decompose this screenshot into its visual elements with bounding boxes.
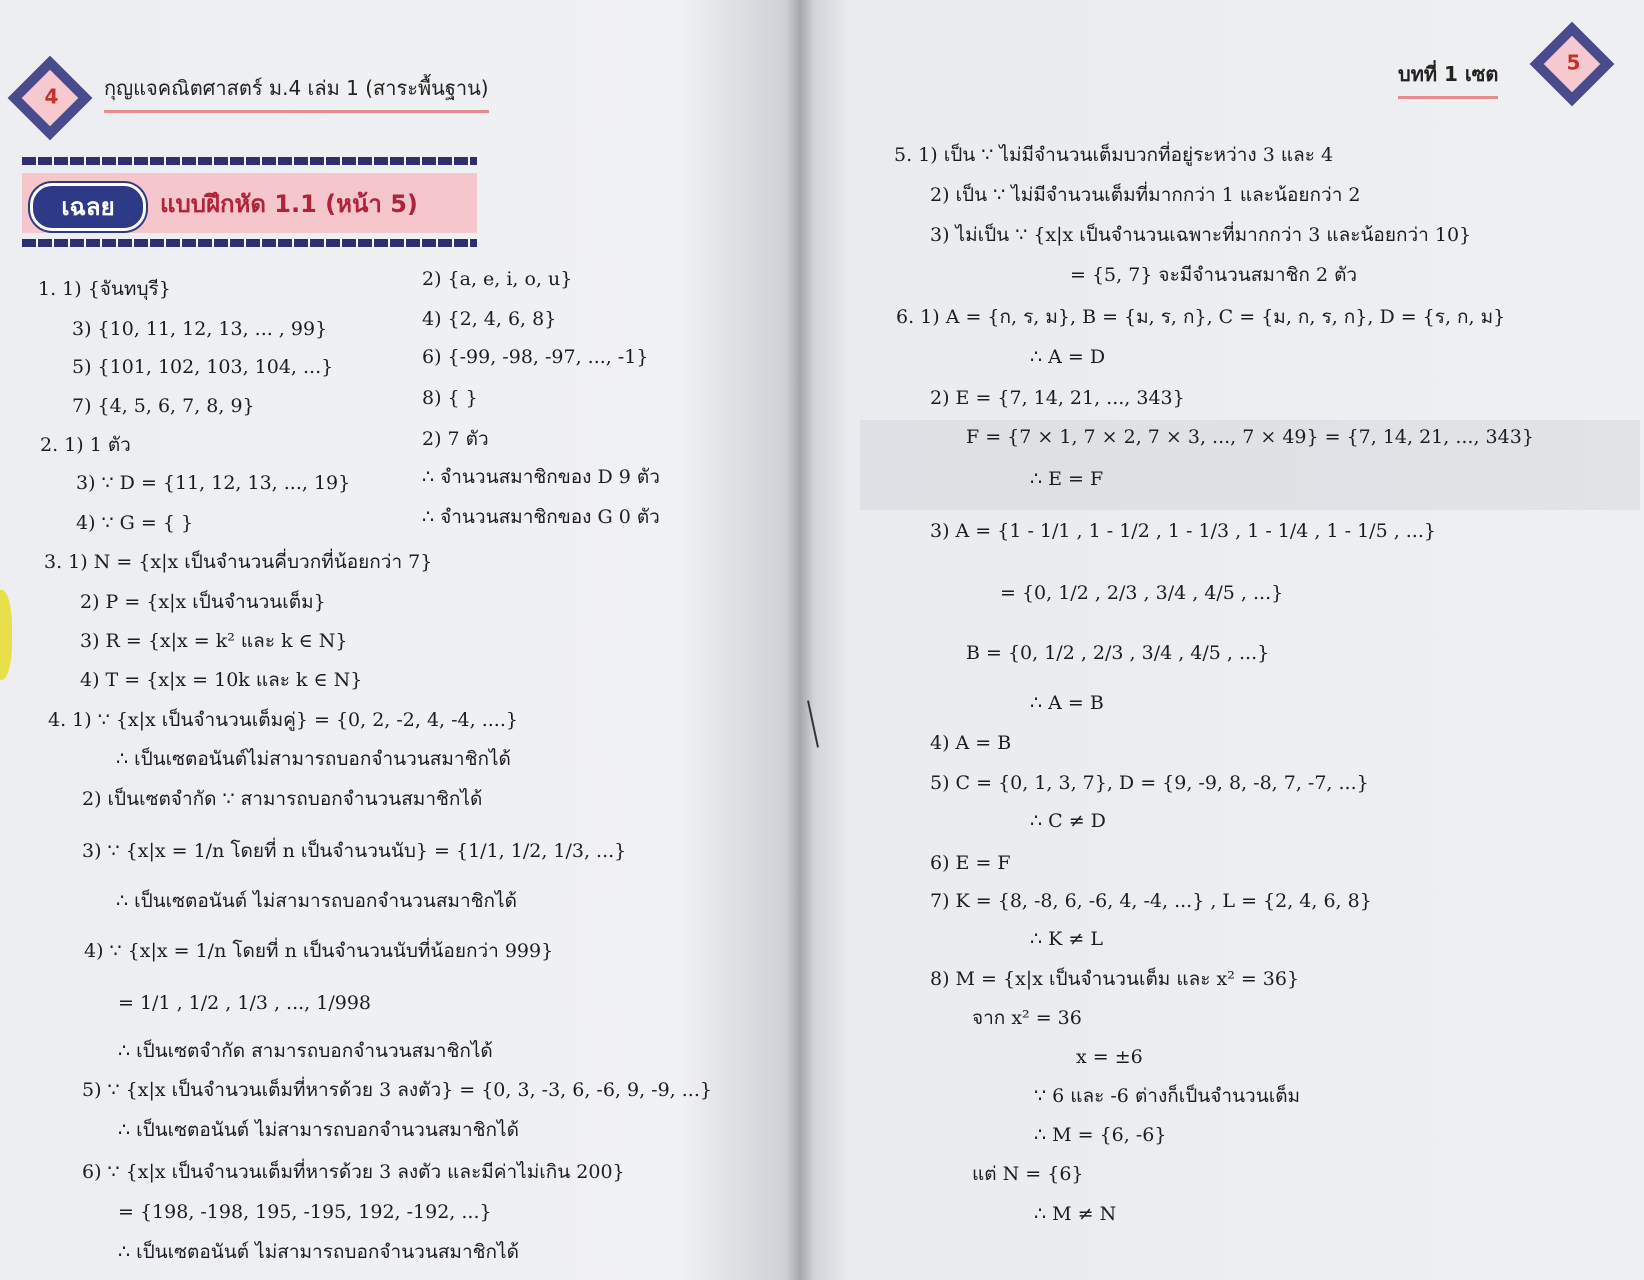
right-page bbox=[800, 0, 1644, 1280]
banner-bottom-rule bbox=[22, 239, 477, 247]
answer-line: 2) P = {x|x เป็นจำนวนเต็ม} bbox=[80, 591, 326, 613]
answer-line: 6) {-99, -98, -97, ..., -1} bbox=[422, 346, 649, 368]
answer-line: ∴ M ≠ N bbox=[1034, 1203, 1117, 1225]
answer-line: B = {0, 1/2 , 2/3 , 3/4 , 4/5 , ...} bbox=[966, 642, 1270, 664]
answer-line: 3) ∵ {x|x = 1/n โดยที่ n เป็นจำนวนนับ} = {1/1, 1/2, 1/3, ...} bbox=[82, 840, 627, 862]
answer-line: 4) ∵ {x|x = 1/n โดยที่ n เป็นจำนวนนับที่น้อยกว่า 999} bbox=[84, 940, 554, 962]
answer-banner bbox=[22, 157, 477, 249]
running-head bbox=[104, 72, 489, 113]
answer-line: 6) ∵ {x|x เป็นจำนวนเต็มที่หารด้วย 3 ลงตัว และมีค่าไม่เกิน 200} bbox=[82, 1161, 625, 1183]
answer-line: 5) {101, 102, 103, 104, ...} bbox=[72, 356, 334, 378]
answer-line: x = ±6 bbox=[1076, 1046, 1143, 1068]
answer-line: 2. 1) 1 ตัว bbox=[40, 434, 131, 456]
answer-line: 2) {a, e, i, o, u} bbox=[422, 268, 573, 290]
answer-line: = {5, 7} จะมีจำนวนสมาชิก 2 ตัว bbox=[1070, 264, 1358, 286]
answer-line: 5) C = {0, 1, 3, 7}, D = {9, -9, 8, -8, 7, -7, ...} bbox=[930, 772, 1369, 794]
answer-line: 2) 7 ตัว bbox=[422, 428, 489, 450]
answer-line: 7) {4, 5, 6, 7, 8, 9} bbox=[72, 395, 255, 417]
answer-line: = {198, -198, 195, -195, 192, -192, ...} bbox=[118, 1201, 492, 1223]
page-number-badge bbox=[8, 56, 93, 141]
running-head-rule bbox=[1398, 96, 1498, 99]
answer-line: ∴ C ≠ D bbox=[1030, 810, 1106, 832]
answer-line: ∴ E = F bbox=[1030, 468, 1104, 490]
answer-line: ∴ จำนวนสมาชิกของ G 0 ตัว bbox=[422, 506, 660, 528]
answer-line: 4. 1) ∵ {x|x เป็นจำนวนเต็มคู่} = {0, 2, -2, 4, -4, ....} bbox=[48, 709, 518, 731]
highlighter-mark bbox=[0, 590, 12, 680]
answer-line: 6. 1) A = {ก, ร, ม}, B = {ม, ร, ก}, C = {ม, ก, ร, ก}, D = {ร, ก, ม} bbox=[896, 306, 1506, 328]
answer-line: ∴ เป็นเซตอนันต์ไม่สามารถบอกจำนวนสมาชิกได้ bbox=[116, 748, 511, 770]
answer-line: = 1/1 , 1/2 , 1/3 , ..., 1/998 bbox=[118, 992, 372, 1014]
answer-line: 3) {10, 11, 12, 13, ... , 99} bbox=[72, 318, 328, 340]
exercise-title: แบบฝึกหัด 1.1 (หน้า 5) bbox=[160, 190, 418, 218]
answer-line: F = {7 × 1, 7 × 2, 7 × 3, ..., 7 × 49} = {7, 14, 21, ..., 343} bbox=[966, 426, 1534, 448]
answer-line: 3) ไม่เป็น ∵ {x|x เป็นจำนวนเฉพาะที่มากกว่า 3 และน้อยกว่า 10} bbox=[930, 224, 1472, 246]
answer-badge: เฉลย bbox=[30, 183, 146, 231]
answer-line: 2) เป็น ∵ ไม่มีจำนวนเต็มที่มากกว่า 1 และน้อยกว่า 2 bbox=[930, 184, 1361, 206]
answer-line: ∴ เป็นเซตอนันต์ ไม่สามารถบอกจำนวนสมาชิกได้ bbox=[116, 890, 517, 912]
banner-top-rule bbox=[22, 157, 477, 165]
answer-line: ∴ K ≠ L bbox=[1030, 928, 1103, 950]
answer-line: 5) ∵ {x|x เป็นจำนวนเต็มที่หารด้วย 3 ลงตัว} = {0, 3, -3, 6, -6, 9, -9, ...} bbox=[82, 1079, 712, 1101]
answer-line: 1. 1) {จันทบุรี} bbox=[38, 278, 171, 300]
answer-line: จาก x² = 36 bbox=[972, 1007, 1082, 1029]
answer-line: 4) {2, 4, 6, 8} bbox=[422, 308, 557, 330]
answer-line: 5. 1) เป็น ∵ ไม่มีจำนวนเต็มบวกที่อยู่ระหว่าง 3 และ 4 bbox=[894, 144, 1334, 166]
answer-line: ∴ เป็นเซตอนันต์ ไม่สามารถบอกจำนวนสมาชิกได้ bbox=[118, 1241, 519, 1263]
answer-line: ∴ M = {6, -6} bbox=[1034, 1124, 1167, 1146]
answer-line: ∵ 6 และ -6 ต่างก็เป็นจำนวนเต็ม bbox=[1034, 1085, 1301, 1107]
running-head bbox=[1398, 58, 1498, 99]
answer-line: = {0, 1/2 , 2/3 , 3/4 , 4/5 , ...} bbox=[1000, 582, 1284, 604]
answer-line: 3) A = {1 - 1/1 , 1 - 1/2 , 1 - 1/3 , 1 - 1/4 , 1 - 1/5 , ...} bbox=[930, 520, 1436, 542]
left-page bbox=[0, 0, 800, 1280]
page-number: 4 bbox=[44, 84, 59, 109]
running-head-rule bbox=[104, 110, 489, 113]
answer-line: ∴ A = D bbox=[1030, 346, 1106, 368]
answer-line: 8) M = {x|x เป็นจำนวนเต็ม และ x² = 36} bbox=[930, 968, 1300, 990]
answer-line: 3) R = {x|x = k² และ k ∈ N} bbox=[80, 630, 348, 652]
answer-line: 6) E = F bbox=[930, 852, 1011, 874]
answer-line: 2) E = {7, 14, 21, ..., 343} bbox=[930, 387, 1185, 409]
book-gutter bbox=[786, 0, 814, 1280]
answer-line: ∴ เป็นเซตอนันต์ ไม่สามารถบอกจำนวนสมาชิกได้ bbox=[118, 1119, 519, 1141]
answer-line: 4) ∵ G = { } bbox=[76, 512, 194, 534]
answer-line: 7) K = {8, -8, 6, -6, 4, -4, ...} , L = {2, 4, 6, 8} bbox=[930, 890, 1372, 912]
answer-line: 3) ∵ D = {11, 12, 13, ..., 19} bbox=[76, 472, 351, 494]
running-head-text: กุญแจคณิตศาสตร์ ม.4 เล่ม 1 (สาระพื้นฐาน) bbox=[104, 76, 489, 100]
answer-line: 4) A = B bbox=[930, 732, 1012, 754]
answer-line: ∴ จำนวนสมาชิกของ D 9 ตัว bbox=[422, 466, 660, 488]
page-number-badge bbox=[1530, 22, 1615, 107]
answer-line: ∴ A = B bbox=[1030, 692, 1104, 714]
answer-line: 3. 1) N = {x|x เป็นจำนวนคี่บวกที่น้อยกว่า 7} bbox=[44, 551, 433, 573]
page-number: 5 bbox=[1566, 50, 1581, 75]
answer-line: ∴ เป็นเซตจำกัด สามารถบอกจำนวนสมาชิกได้ bbox=[118, 1040, 493, 1062]
answer-line: 8) { } bbox=[422, 387, 478, 409]
answer-line: แต่ N = {6} bbox=[972, 1163, 1084, 1185]
answer-line: 2) เป็นเซตจำกัด ∵ สามารถบอกจำนวนสมาชิกได้ bbox=[82, 788, 483, 810]
answer-line: 4) T = {x|x = 10k และ k ∈ N} bbox=[80, 669, 363, 691]
running-head-text: บทที่ 1 เซต bbox=[1398, 62, 1499, 86]
